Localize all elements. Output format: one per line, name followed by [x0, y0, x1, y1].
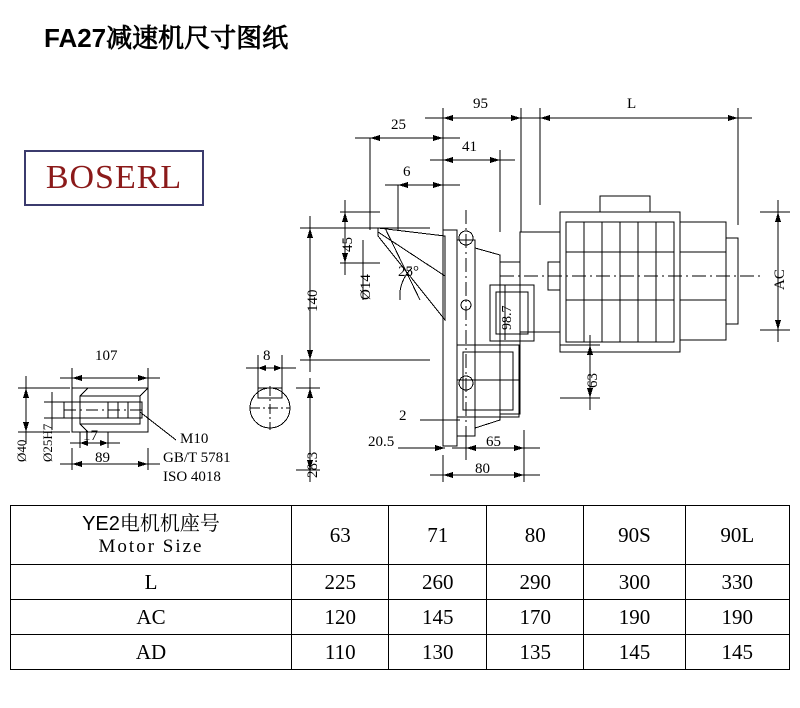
- dim-25-label: 25: [391, 117, 406, 133]
- table-col-header: 90L: [685, 506, 790, 565]
- table-cell: 260: [389, 565, 486, 600]
- note-iso: ISO 4018: [163, 469, 221, 485]
- table-cell: 145: [685, 635, 790, 670]
- table-cell: 110: [292, 635, 389, 670]
- dim-dia14-label: Ø14: [358, 274, 374, 300]
- table-row: [11, 506, 790, 565]
- table-cell: 170: [486, 600, 583, 635]
- table-cell: 300: [584, 565, 685, 600]
- table-cell: 145: [389, 600, 486, 635]
- table-row-label: AD: [11, 635, 292, 670]
- dim-25deg-label: 25°: [398, 264, 419, 280]
- dim-L-label: L: [627, 96, 637, 112]
- table-cell: 330: [685, 565, 790, 600]
- note-m10: M10: [180, 431, 209, 447]
- dim-AC-label: AC: [772, 269, 788, 290]
- dim-65-label: 65: [486, 434, 501, 450]
- dim-63-label: 63: [585, 373, 601, 388]
- table-row: [11, 635, 790, 670]
- dim-80-label: 80: [475, 461, 490, 477]
- table-col-header: 63: [292, 506, 389, 565]
- table-header-cn: YE2电机机座号: [82, 512, 220, 535]
- dimension-table: [10, 505, 790, 670]
- table-col-header: 90S: [584, 506, 685, 565]
- page-title: FA27减速机尺寸图纸: [44, 23, 289, 53]
- dim-140-label: 140: [305, 289, 321, 312]
- dim-8-label: 8: [263, 348, 271, 364]
- table-row: [11, 600, 790, 635]
- table-cell: 135: [486, 635, 583, 670]
- dim-89-label: 89: [95, 450, 110, 466]
- dim-6-label: 6: [403, 164, 411, 180]
- table-cell: 290: [486, 565, 583, 600]
- table-cell: 120: [292, 600, 389, 635]
- dim-20-5-label: 20.5: [368, 434, 395, 450]
- table-cell: 130: [389, 635, 486, 670]
- table-cell: 225: [292, 565, 389, 600]
- note-gbt: GB/T 5781: [163, 450, 231, 466]
- dim-dia40-label: Ø40: [14, 439, 29, 462]
- table-header-motor-size: [11, 506, 292, 565]
- dim-41-label: 41: [462, 139, 477, 155]
- table-cell: 190: [685, 600, 790, 635]
- table-row-label: L: [11, 565, 292, 600]
- table-cell: 145: [584, 635, 685, 670]
- dim-17-label: 17: [83, 428, 98, 444]
- logo-text: BOSERL: [45, 159, 183, 196]
- table-col-header: 80: [486, 506, 583, 565]
- table-header-en: Motor Size: [98, 535, 204, 557]
- table-row: [11, 565, 790, 600]
- table-col-header: 71: [389, 506, 486, 565]
- dim-28-3-label: 28.3: [305, 451, 321, 478]
- dim-98-7-label: 98.7: [500, 305, 515, 330]
- dim-95-label: 95: [473, 96, 488, 112]
- dim-107-label: 107: [95, 348, 118, 364]
- dim-45-label: 45: [340, 237, 356, 252]
- dim-2-label: 2: [399, 408, 407, 424]
- table-cell: 190: [584, 600, 685, 635]
- table-row-label: AC: [11, 600, 292, 635]
- dim-dia25-label: Ø25H7: [40, 423, 55, 462]
